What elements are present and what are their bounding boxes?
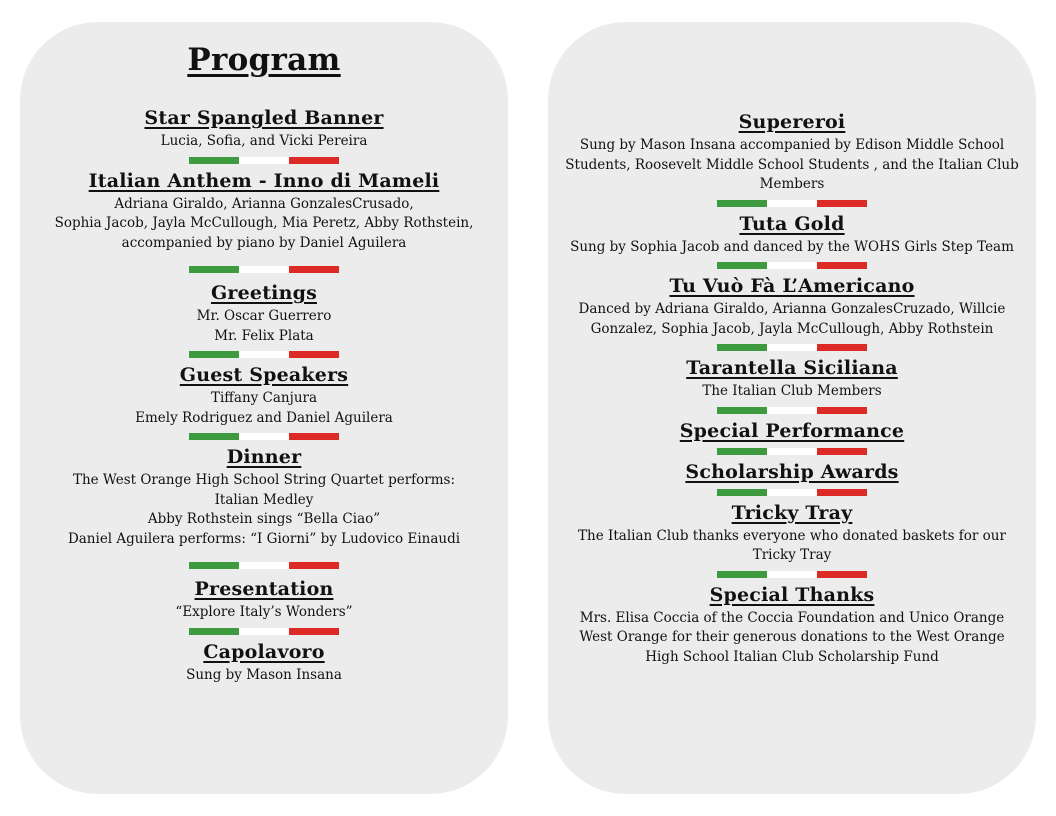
- flag-white-stripe: [767, 200, 817, 207]
- flag-white-stripe: [239, 351, 289, 358]
- flag-white-stripe: [239, 562, 289, 569]
- section-details: [548, 136, 1036, 195]
- flag-green-stripe: [717, 407, 767, 414]
- detail-line: Mrs. Elisa Coccia of the Coccia Foundation and Unico Orange: [579, 609, 1005, 626]
- section-details: [548, 609, 1036, 668]
- section-title: Dinner: [226, 446, 302, 468]
- flag-white-stripe: [767, 571, 817, 578]
- detail-line: Tricky Tray: [752, 547, 832, 563]
- section-details: [20, 307, 508, 346]
- detail-line: Lucia, Sofia, and Vicki Pereira: [160, 133, 368, 149]
- flag-green-stripe: [717, 489, 767, 496]
- program-section-tuta-gold: [548, 212, 1036, 258]
- detail-line: West Orange for their generous donations to the West Orange: [579, 629, 1005, 645]
- flag-red-stripe: [289, 266, 339, 273]
- flag-white-stripe: [239, 433, 289, 440]
- italian-flag-divider: [20, 157, 508, 164]
- section-title: Tu Vuò Fà L’Americano: [669, 275, 915, 297]
- section-details: [20, 389, 508, 428]
- section-title: Tricky Tray: [731, 501, 853, 524]
- detail-line: Daniel Aguilera performs: “I Giorni” by Ludovico Einaudi: [67, 530, 461, 547]
- flag-white-stripe: [767, 407, 817, 414]
- flag-red-stripe: [289, 562, 339, 569]
- flag-green-stripe: [189, 157, 239, 164]
- flag-red-stripe: [817, 448, 867, 455]
- italian-flag-divider: [20, 433, 508, 440]
- section-title: Tarantella Siciliana: [686, 357, 898, 379]
- section-title: Special Performance: [679, 419, 905, 442]
- section-title: Scholarship Awards: [685, 460, 899, 483]
- flag-white-stripe: [767, 344, 817, 351]
- program-section-italian-anthem-inno-di-mameli: [20, 169, 508, 254]
- program-section-presentation: [20, 577, 508, 623]
- program-section-scholarship-awards: [548, 460, 1036, 484]
- program-section-tarantella-siciliana: [548, 356, 1036, 402]
- program-section-greetings: [20, 281, 508, 346]
- detail-line: “Explore Italy’s Wonders”: [175, 604, 353, 620]
- detail-line: Tiffany Canjura: [210, 390, 318, 406]
- section-details: [20, 603, 508, 623]
- section-title: Presentation: [194, 578, 334, 600]
- section-title: Tuta Gold: [739, 212, 845, 235]
- program-section-tricky-tray: [548, 501, 1036, 566]
- italian-flag-divider: [20, 562, 508, 569]
- detail-line: Sophia Jacob, Jayla McCullough, Mia Peretz, Abby Rothstein,: [54, 215, 474, 231]
- flag-green-stripe: [717, 262, 767, 269]
- section-details: [548, 527, 1036, 566]
- flag-green-stripe: [189, 433, 239, 440]
- flag-green-stripe: [189, 351, 239, 358]
- flag-red-stripe: [817, 344, 867, 351]
- italian-flag-divider: [548, 344, 1036, 351]
- detail-line: Emely Rodriguez and Daniel Aguilera: [135, 409, 393, 426]
- program-section-special-thanks: [548, 583, 1036, 668]
- detail-line: Adriana Giraldo, Arianna GonzalesCrusado,: [114, 195, 414, 212]
- flag-green-stripe: [189, 562, 239, 569]
- flag-red-stripe: [289, 157, 339, 164]
- detail-line: Gonzalez, Sophia Jacob, Jayla McCullough, Abby Rothstein: [590, 320, 994, 337]
- detail-line: High School Italian Club Scholarship Fund: [645, 648, 939, 665]
- detail-line: Mr. Oscar Guerrero: [196, 308, 332, 324]
- section-details: [20, 666, 508, 686]
- section-details: [20, 471, 508, 549]
- section-title: Capolavoro: [203, 640, 325, 663]
- left-program-content: [20, 42, 508, 685]
- italian-flag-divider: [20, 351, 508, 358]
- left-program-panel: [20, 22, 508, 794]
- detail-line: Sung by Mason Insana accompanied by Edison Middle School: [579, 137, 1005, 153]
- detail-line: accompanied by piano by Daniel Aguilera: [121, 234, 407, 251]
- flag-white-stripe: [767, 489, 817, 496]
- section-details: [548, 300, 1036, 339]
- program-section-dinner: [20, 445, 508, 549]
- detail-line: The Italian Club Members: [702, 383, 882, 399]
- italian-flag-divider: [20, 628, 508, 635]
- section-title: Supereroi: [738, 111, 846, 133]
- detail-line: Students, Roosevelt Middle School Students , and the Italian Club: [565, 156, 1019, 173]
- program-title: Program: [187, 42, 341, 78]
- section-details: [20, 132, 508, 152]
- section-details: [548, 238, 1036, 258]
- flag-white-stripe: [239, 266, 289, 273]
- detail-line: Abby Rothstein sings “Bella Ciao”: [147, 511, 381, 527]
- italian-flag-divider: [548, 571, 1036, 578]
- flag-red-stripe: [817, 262, 867, 269]
- flag-red-stripe: [817, 571, 867, 578]
- flag-green-stripe: [717, 448, 767, 455]
- program-section-capolavoro: [20, 640, 508, 686]
- section-title: Greetings: [210, 282, 317, 304]
- italian-flag-divider: [548, 448, 1036, 455]
- flag-white-stripe: [239, 157, 289, 164]
- flag-green-stripe: [717, 344, 767, 351]
- flag-white-stripe: [239, 628, 289, 635]
- italian-flag-divider: [548, 200, 1036, 207]
- detail-line: Sung by Sophia Jacob and danced by the WOHS Girls Step Team: [570, 238, 1014, 255]
- detail-line: The West Orange High School String Quartet performs:: [72, 472, 456, 488]
- italian-flag-divider: [548, 407, 1036, 414]
- flag-red-stripe: [289, 628, 339, 635]
- detail-line: Members: [759, 176, 825, 192]
- section-title: Special Thanks: [709, 583, 875, 606]
- detail-line: Sung by Mason Insana: [186, 666, 342, 683]
- section-details: [548, 382, 1036, 402]
- detail-line: Italian Medley: [214, 491, 314, 508]
- flag-red-stripe: [817, 489, 867, 496]
- detail-line: Mr. Felix Plata: [214, 327, 314, 344]
- italian-flag-divider: [548, 262, 1036, 269]
- detail-line: Danced by Adriana Giraldo, Arianna GonzalesCruzado, Willcie: [578, 301, 1006, 317]
- flag-red-stripe: [817, 200, 867, 207]
- right-program-content: [548, 110, 1036, 667]
- flag-green-stripe: [189, 628, 239, 635]
- flag-green-stripe: [189, 266, 239, 273]
- right-program-panel: [548, 22, 1036, 794]
- section-title: Star Spangled Banner: [144, 107, 384, 129]
- flag-green-stripe: [717, 200, 767, 207]
- flag-red-stripe: [289, 351, 339, 358]
- section-title: Italian Anthem - Inno di Mameli: [88, 169, 440, 192]
- program-section-guest-speakers: [20, 363, 508, 428]
- flag-white-stripe: [767, 262, 817, 269]
- italian-flag-divider: [20, 266, 508, 273]
- section-details: [20, 195, 508, 254]
- flag-red-stripe: [289, 433, 339, 440]
- program-section-tu-vuo-fa-l-americano: [548, 274, 1036, 339]
- flag-red-stripe: [817, 407, 867, 414]
- flag-white-stripe: [767, 448, 817, 455]
- section-title: Guest Speakers: [179, 364, 349, 386]
- program-section-supereroi: [548, 110, 1036, 195]
- program-section-special-performance: [548, 419, 1036, 443]
- flag-green-stripe: [717, 571, 767, 578]
- program-section-star-spangled-banner: [20, 106, 508, 152]
- italian-flag-divider: [548, 489, 1036, 496]
- detail-line: The Italian Club thanks everyone who donated baskets for our: [578, 527, 1006, 544]
